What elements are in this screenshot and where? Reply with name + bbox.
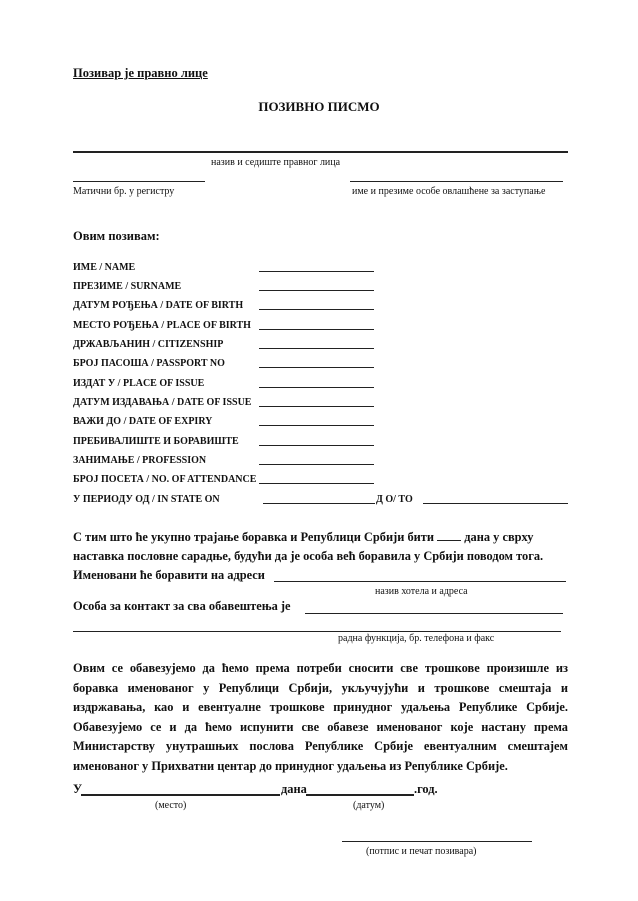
representative-caption: име и презиме особе овлашћене за заступање [352,186,546,197]
field-label-passport-no: БРОЈ ПАСОША / PASSPORT NO [73,358,225,369]
signature-in-label: У [73,782,83,796]
inviter-type: Позивар је правно лице [73,66,208,80]
field-input-period-to[interactable] [423,503,568,504]
signature-day-label: дана [281,782,307,796]
stay-text-1a: С тим што ће укупно трајање боравка и Републици Србији бити [73,530,435,544]
field-input-date-of-birth[interactable] [259,309,374,310]
field-input-attendance[interactable] [259,483,374,484]
representative-line[interactable] [350,181,563,182]
company-name-line[interactable] [73,151,568,153]
stay-days-input[interactable] [437,530,461,541]
field-label-date-of-expiry: ВАЖИ ДО / DATE OF EXPIRY [73,416,213,427]
field-label-place-of-birth: МЕСТО РОЂЕЊА / PLACE OF BIRTH [73,320,251,331]
signature-place-input[interactable] [81,794,280,796]
field-input-passport-no[interactable] [259,367,374,368]
field-input-period-from[interactable] [263,503,375,504]
field-label-name: ИМЕ / NAME [73,262,136,273]
signature-date-input[interactable] [306,794,414,796]
field-input-place-of-birth[interactable] [259,329,374,330]
address-input[interactable] [274,581,566,582]
address-label: Именовани ће боравити на адреси [73,568,265,582]
contact-caption: радна функција, бр. телефона и факс [338,633,495,644]
field-input-profession[interactable] [259,464,374,465]
registry-number-line[interactable] [73,181,205,182]
contact-input[interactable] [305,613,563,614]
field-input-residence[interactable] [259,445,374,446]
registry-caption: Матични бр. у регистру [73,186,175,197]
stay-line-2: наставка пословне сарадње, будући да је особа већ боравила у Србији поводом тога. [73,549,544,563]
company-caption: назив и седиште правног лица [211,157,341,168]
field-input-date-of-issue[interactable] [259,406,374,407]
invite-heading: Овим позивам: [73,229,160,243]
field-label-place-of-issue: ИЗДАТ У / PLACE OF ISSUE [73,378,205,389]
field-input-name[interactable] [259,271,374,272]
period-to-label: Д О/ ТО [376,494,413,505]
obligation-paragraph: Овим се обавезујемо да ћемо према потреби сносити све трошкове произишле из боравка именованог у Републици Србији, укључујући и трошкове смештаја и издржавања, као и евентуалне трошкове принудног удаљења Републике Србије. Обавезујемо се и да ћемо испунити све обавезе именованог које настану према Министарству унутрашњих послова Републике Србије евентуалним смештајем именованог у Прихватни центар до принудног удаљења из Републике Србије. [73,661,568,773]
contact-label: Особа за контакт за сва обавештења је [73,599,291,613]
field-input-citizenship[interactable] [259,348,374,349]
signature-line[interactable] [342,841,532,842]
contact-details-line[interactable] [73,631,561,632]
signature-caption: (потпис и печат позивара) [366,846,477,857]
document-title: ПОЗИВНО ПИСМО [258,99,380,114]
field-input-place-of-issue[interactable] [259,387,374,388]
address-caption: назив хотела и адреса [375,586,468,597]
stay-line-1 [73,530,533,545]
place-caption: (место) [155,800,187,811]
field-label-period-from: У ПЕРИОДУ ОД / IN STATE ON [73,494,220,505]
date-caption: (датум) [353,800,385,811]
stay-text-1b: дана у сврху [464,530,534,544]
signature-year-label: .год. [414,782,438,796]
field-label-surname: ПРЕЗИМЕ / SURNAME [73,281,182,292]
field-input-surname[interactable] [259,290,374,291]
field-label-citizenship: ДРЖАВЉАНИН / CITIZENSHIP [73,339,224,350]
field-label-attendance: БРОЈ ПОСЕТА / NO. OF ATTENDANCE [73,474,257,485]
field-label-residence: ПРЕБИВАЛИШТЕ И БОРАВИШТЕ [73,436,239,447]
field-input-date-of-expiry[interactable] [259,425,374,426]
field-label-date-of-birth: ДАТУМ РОЂЕЊА / DATE OF BIRTH [73,300,244,311]
field-label-date-of-issue: ДАТУМ ИЗДАВАЊА / DATE OF ISSUE [73,397,252,408]
field-label-profession: ЗАНИМАЊЕ / PROFESSION [73,455,207,466]
